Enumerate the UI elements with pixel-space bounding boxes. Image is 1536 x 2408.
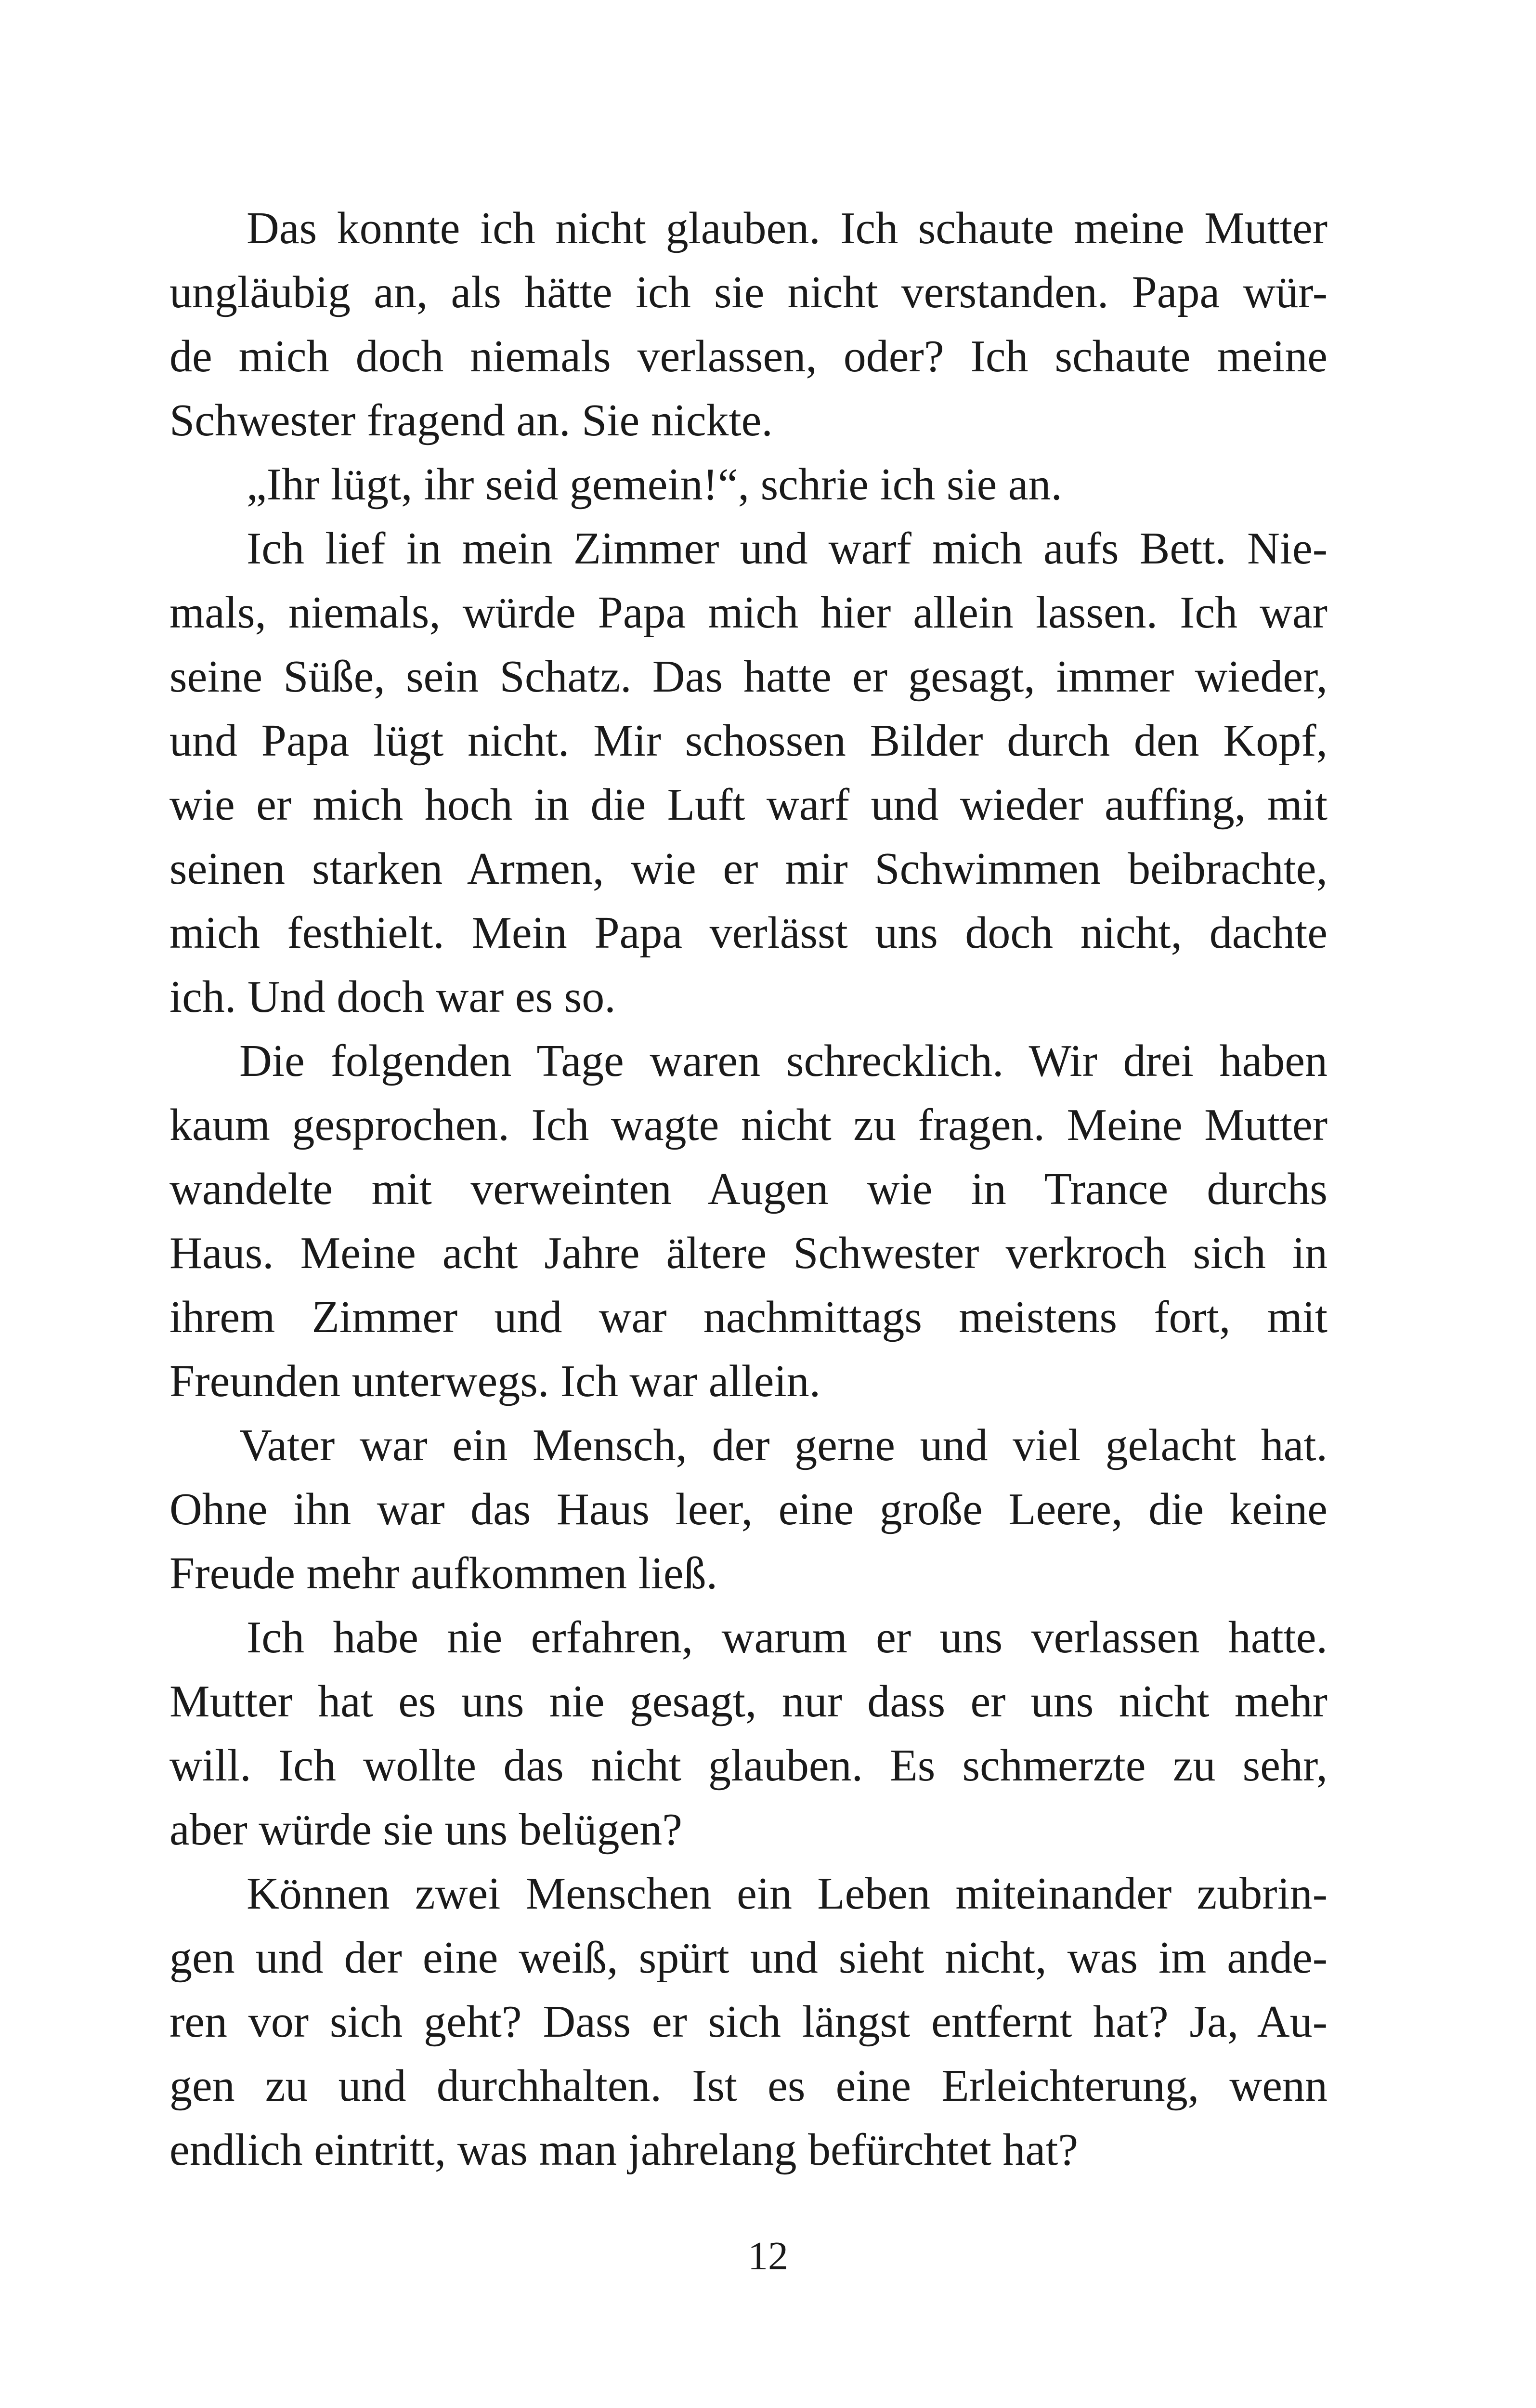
text-line: de mich doch niemals verlassen, oder? Ich schaute meine — [169, 331, 1328, 381]
text-line: gen und der eine weiß, spürt und sieht nicht, was im ande- — [169, 1933, 1328, 1983]
text-line: Mutter hat es uns nie gesagt, nur dass er uns nicht mehr — [169, 1676, 1328, 1727]
text-line: Das konnte ich nicht glauben. Ich schaute meine Mutter — [247, 203, 1328, 253]
text-line: Haus. Meine acht Jahre ältere Schwester verkroch sich in — [169, 1228, 1328, 1278]
text-line: gen zu und durchhalten. Ist es eine Erleichterung, wenn — [169, 2061, 1328, 2111]
page-number: 12 — [748, 2234, 788, 2278]
text-line: und Papa lügt nicht. Mir schossen Bilder durch den Kopf, — [169, 716, 1328, 766]
text-line: ich. Und doch war es so. — [169, 972, 616, 1022]
text-line: Freude mehr aufkommen ließ. — [169, 1548, 718, 1598]
text-line: Die folgenden Tage waren schrecklich. Wir drei haben — [239, 1036, 1328, 1086]
text-line: aber würde sie uns belügen? — [169, 1805, 682, 1855]
text-line: ren vor sich geht? Dass er sich längst entfernt hat? Ja, Au- — [169, 1997, 1328, 2047]
text-line: Können zwei Menschen ein Leben miteinander zubrin- — [247, 1869, 1328, 1919]
text-line: Ich lief in mein Zimmer und warf mich aufs Bett. Nie- — [247, 523, 1328, 574]
text-line: wandelte mit verweinten Augen wie in Trance durchs — [169, 1164, 1328, 1214]
text-line: mich festhielt. Mein Papa verlässt uns doch nicht, dachte — [169, 908, 1328, 958]
text-line: Freunden unterwegs. Ich war allein. — [169, 1356, 821, 1406]
text-line: seine Süße, sein Schatz. Das hatte er gesagt, immer wieder, — [169, 652, 1328, 702]
text-line: Ohne ihn war das Haus leer, eine große Leere, die keine — [169, 1484, 1328, 1534]
text-line: ungläubig an, als hätte ich sie nicht verstanden. Papa wür- — [169, 267, 1328, 317]
text-line: Schwester fragend an. Sie nickte. — [169, 395, 773, 445]
text-line: ihrem Zimmer und war nachmittags meistens fort, mit — [169, 1292, 1328, 1342]
text-line: will. Ich wollte das nicht glauben. Es schmerzte zu sehr, — [169, 1741, 1328, 1791]
text-line: Vater war ein Mensch, der gerne und viel gelacht hat. — [239, 1420, 1328, 1470]
text-line: seinen starken Armen, wie er mir Schwimmen beibrachte, — [169, 844, 1328, 894]
text-line: wie er mich hoch in die Luft warf und wieder auffing, mit — [169, 780, 1328, 830]
text-line: „Ihr lügt, ihr seid gemein!“, schrie ich sie an. — [247, 459, 1063, 510]
text-line: Ich habe nie erfahren, warum er uns verlassen hatte. — [247, 1612, 1328, 1662]
text-line: mals, niemals, würde Papa mich hier allein lassen. Ich war — [169, 588, 1328, 638]
text-line: kaum gesprochen. Ich wagte nicht zu fragen. Meine Mutter — [169, 1100, 1328, 1150]
text-line: endlich eintritt, was man jahrelang befürchtet hat? — [169, 2125, 1079, 2175]
